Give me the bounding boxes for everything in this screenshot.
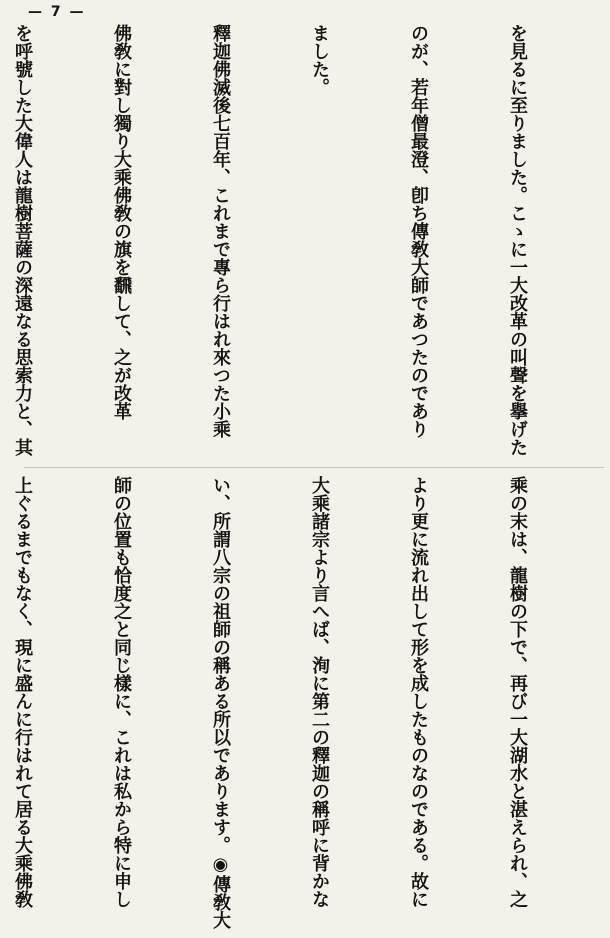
text-line: 佛敎に對し獨り大乘佛敎の旗を飜して、之が改革 — [111, 24, 132, 420]
lower-text-block — [12, 476, 600, 931]
text-line: 師の位置も恰度之と同じ樣に、これは私から特に申し — [111, 476, 132, 908]
text-line: 上ぐるまでもなく、現に盛んに行はれて居る大乘佛敎 — [12, 476, 33, 908]
upper-text-block — [12, 24, 600, 464]
text-line: のが、若年僧最澄、卽ち傳敎大師であつたのであり — [408, 24, 429, 438]
page-number: — 7 — — [28, 4, 86, 20]
page-number-value: 7 — [50, 4, 63, 20]
text-line: 大乘諸宗より言へば、洵に第二の釋迦の稱呼に背かな — [309, 476, 330, 908]
text-line: 釋迦佛滅後七百年、これまで專ら行はれ來つた小乘 — [210, 24, 231, 438]
text-line: い、所謂八宗の祖師の稱ある所以であります。◉傳敎大 — [210, 476, 231, 929]
text-line: を見るに至りました。こゝに一大改革の叫聲を擧げた — [507, 24, 528, 456]
text-line: 乘の末は、龍樹の下で、再び一大湖水と湛えられ、之 — [507, 476, 528, 908]
text-line: より更に流れ出して形を成したものなのである。故に — [408, 476, 429, 908]
text-line: ました。 — [309, 24, 330, 96]
section-divider — [24, 467, 604, 468]
text-line: を呼號した大偉人は龍樹菩薩の深遠なる思索力と、其 — [12, 24, 33, 456]
